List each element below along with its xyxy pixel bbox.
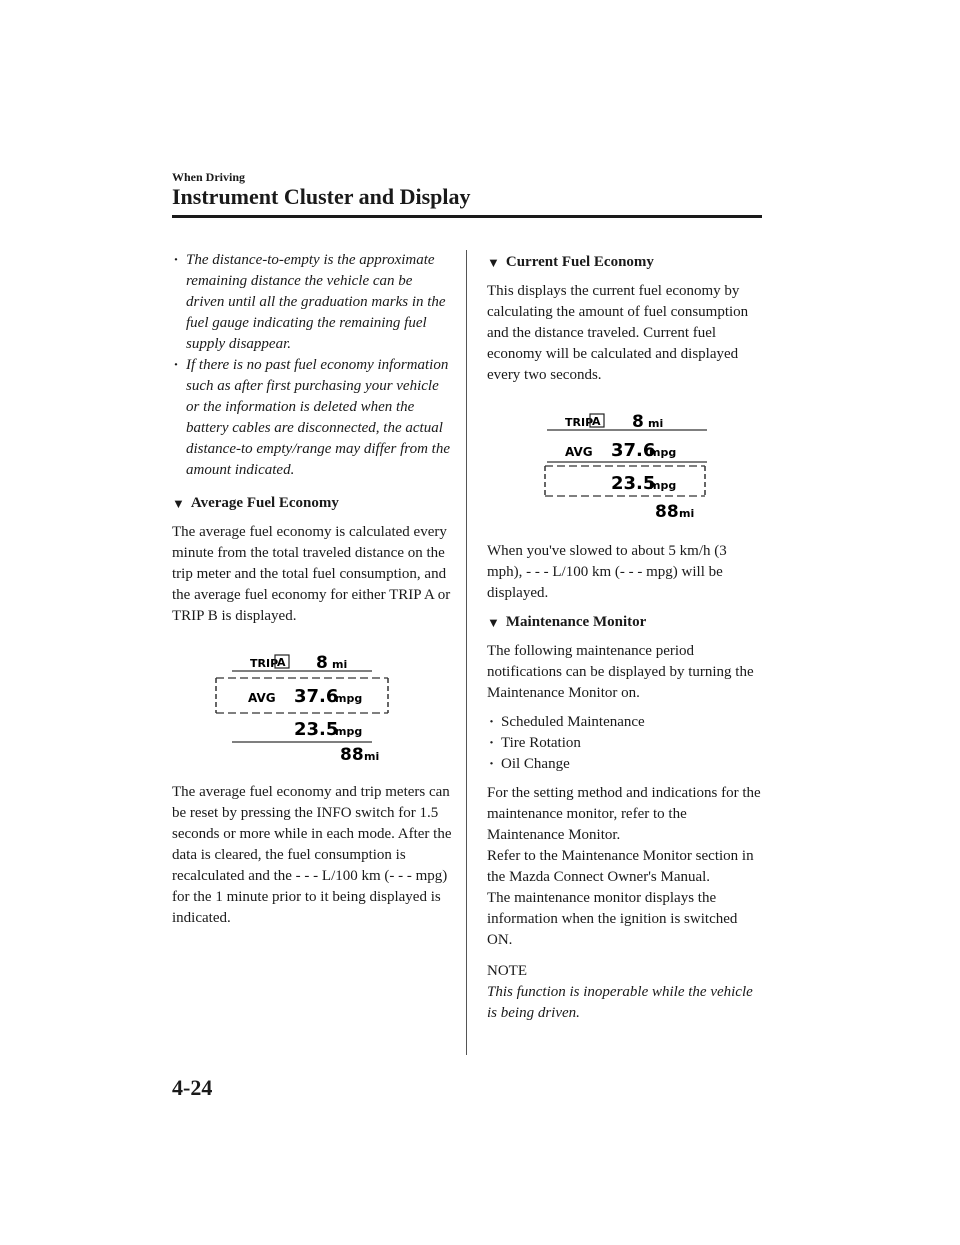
slowed-description: When you've slowed to about 5 km/h (3 mph), - - - L/100 km (- - - mpg) will be displayed. — [487, 543, 727, 601]
avg-fuel-economy-heading — [172, 493, 452, 514]
refer-description: Refer to the Maintenance Monitor section in the Mazda Connect Owner's Manual. — [487, 848, 754, 885]
list-item: · Tire Rotation — [487, 733, 762, 754]
maint-item-list — [487, 712, 762, 775]
range-value: 88 — [340, 745, 364, 765]
avg-value: 37.6 — [611, 440, 656, 461]
avg-unit: mpg — [335, 692, 363, 705]
maintenance-monitor-heading — [487, 612, 762, 633]
avg-display-svg — [172, 645, 412, 765]
range-unit: mi — [679, 507, 695, 520]
avg-heading-text: Average Fuel Economy — [190, 495, 339, 511]
current-description: This displays the current fuel economy by calculating the amount of fuel consumption and the distance traveled. Current fuel economy will be calculated and displayed every two seconds. — [487, 283, 749, 383]
note-bullet-list — [172, 250, 452, 481]
current-value: 23.5 — [611, 473, 656, 494]
maint-heading-text: Maintenance Monitor — [505, 614, 647, 630]
title-rule — [172, 215, 762, 218]
section-label: When Driving — [172, 170, 246, 184]
trip-label: TRIP — [250, 657, 279, 670]
current-display-figure — [487, 404, 762, 531]
column-divider — [466, 250, 467, 1055]
page-title: Instrument Cluster and Display — [172, 184, 471, 209]
trip-id: A — [277, 656, 286, 669]
list-item: · Oil Change — [487, 754, 762, 775]
trip-unit: mi — [332, 658, 348, 671]
range-unit: mi — [364, 750, 380, 763]
current-value: 23.5 — [294, 719, 339, 740]
avg-display-figure — [172, 645, 452, 772]
maint-description: The following maintenance period notifications can be displayed by turning the Maintenance Monitor on. — [487, 643, 754, 701]
triangle-down-icon: ▼ — [487, 615, 500, 630]
bullet-distance-to-empty: · The distance-to-empty is the approximate remaining distance the vehicle can be driven until all the graduation marks in the fuel gauge indicating the remaining fuel supply disappear. — [172, 250, 452, 355]
note-label: NOTE — [487, 963, 527, 979]
current-heading-text: Current Fuel Economy — [505, 254, 654, 270]
bullet-no-past-info: · If there is no past fuel economy information such as after first purchasing your vehicle or the information is deleted when the battery cables are disconnected, the actual distance-to empty/range may differ from the amount indicated. — [172, 355, 452, 481]
page-number: 4-24 — [172, 1075, 213, 1100]
avg-value: 37.6 — [294, 686, 339, 707]
current-fuel-economy-heading — [487, 252, 762, 273]
reset-description: The average fuel economy and trip meters can be reset by pressing the INFO switch for 1.5 seconds or more while in each mode. After the data is cleared, the fuel consumption is recalculated and the - - - L/100 km (- - - mpg) for the 1 minute prior to it being displayed is indicated. — [172, 784, 452, 926]
range-value: 88 — [655, 502, 679, 522]
left-column — [172, 250, 452, 937]
triangle-down-icon: ▼ — [487, 255, 500, 270]
trip-label: TRIP — [565, 416, 594, 429]
note-text: This function is inoperable while the vehicle is being driven. — [487, 984, 753, 1021]
trip-unit: mi — [648, 417, 664, 430]
trip-id: A — [592, 415, 601, 428]
avg-unit: mpg — [649, 446, 677, 459]
avg-label: AVG — [248, 691, 276, 705]
current-display-svg — [487, 404, 727, 524]
triangle-down-icon: ▼ — [172, 496, 185, 511]
current-unit: mpg — [335, 725, 363, 738]
display-description: The maintenance monitor displays the information when the ignition is switched ON. — [487, 890, 738, 948]
avg-label: AVG — [565, 445, 593, 459]
trip-value: 8 — [316, 653, 328, 673]
right-column — [487, 250, 762, 1024]
setting-description: For the setting method and indications for the maintenance monitor, refer to the Maintenance Monitor. — [487, 785, 761, 843]
current-unit: mpg — [649, 479, 677, 492]
trip-value: 8 — [632, 412, 644, 432]
list-item: · Scheduled Maintenance — [487, 712, 762, 733]
avg-description: The average fuel economy is calculated every minute from the total traveled distance on the trip meter and the total fuel consumption, and the average fuel economy for either TRIP A or TRIP B is displayed. — [172, 524, 451, 624]
